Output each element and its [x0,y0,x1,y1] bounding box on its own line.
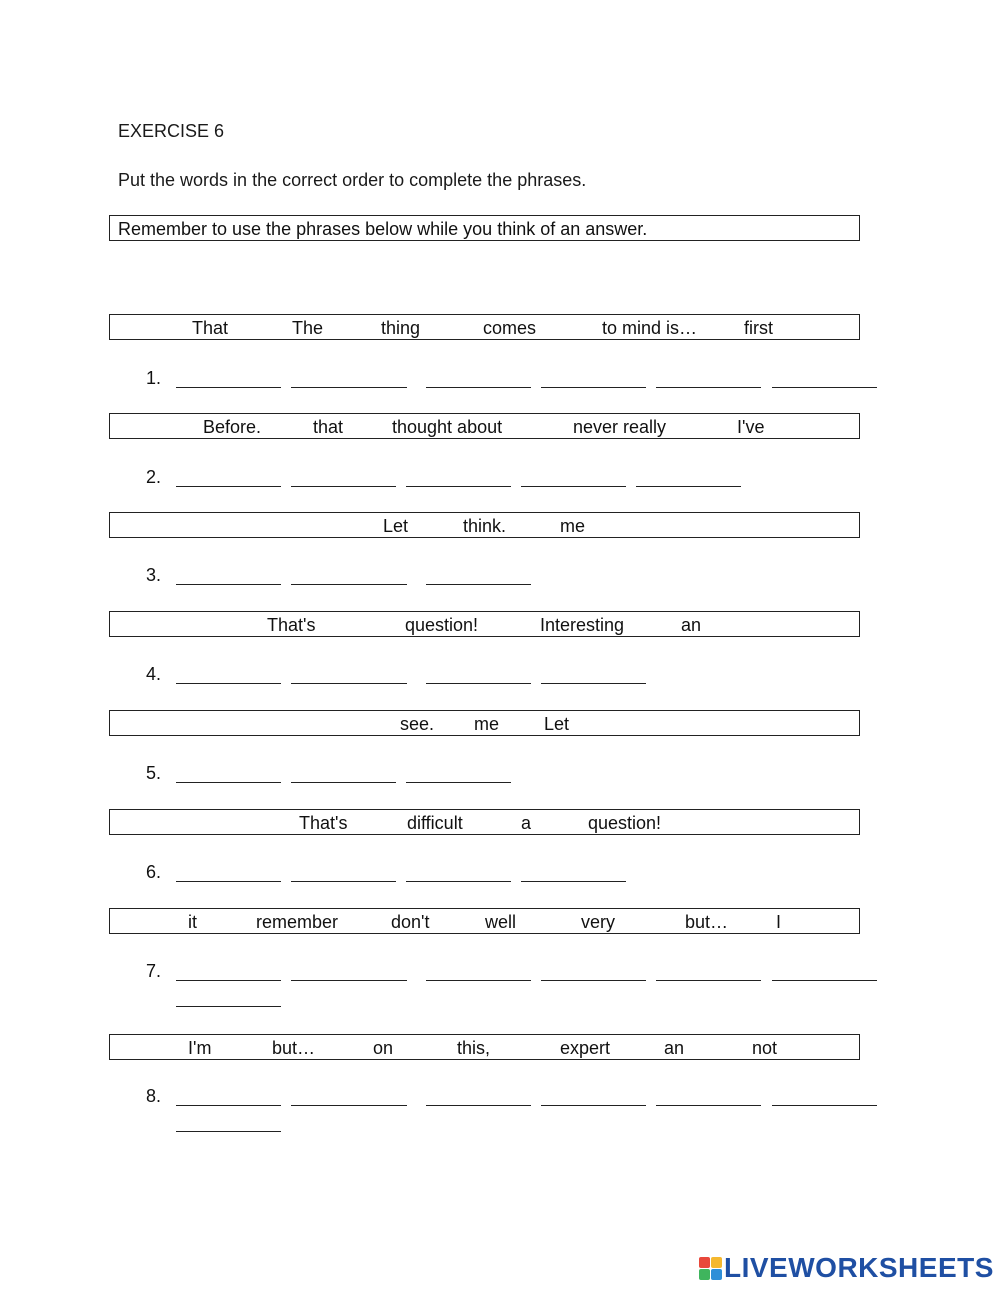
word: but… [272,1038,316,1058]
word: that [313,417,344,437]
answer-blank[interactable] [176,1006,281,1007]
answer-blank[interactable] [406,881,511,882]
answer-blank[interactable] [176,782,281,783]
answer-blank[interactable] [426,387,531,388]
word: me [560,516,586,536]
word-bank-4 [109,611,860,637]
word: That's [299,813,348,833]
word: Let [544,714,570,734]
answer-blank[interactable] [521,881,626,882]
item-number: 8. [146,1086,162,1106]
note-text: Remember to use the phrases below while you think of an answer. [118,219,648,239]
answer-blank[interactable] [521,486,626,487]
word: difficult [407,813,463,833]
answer-blank[interactable] [772,1105,877,1106]
answer-blank[interactable] [426,683,531,684]
word: an [681,615,702,635]
answer-blank[interactable] [426,980,531,981]
instructions: Put the words in the correct order to complete the phrases. [118,170,587,190]
answer-blank[interactable] [772,980,877,981]
answer-blank[interactable] [291,683,407,684]
answer-blank[interactable] [176,683,281,684]
word-bank-2 [109,413,860,439]
word: thought about [392,417,503,437]
word: I've [737,417,765,437]
answer-blank[interactable] [406,486,511,487]
word: but… [685,912,729,932]
answer-blank[interactable] [541,980,646,981]
word: Interesting [540,615,625,635]
logo-tile-icon [711,1269,722,1280]
answer-blank[interactable] [656,1105,761,1106]
word: remember [256,912,339,932]
word: me [474,714,500,734]
answer-blank[interactable] [406,782,511,783]
answer-blank[interactable] [656,387,761,388]
answer-blank[interactable] [291,782,396,783]
word-bank-8 [109,1034,860,1060]
answer-blank[interactable] [772,387,877,388]
answer-blank[interactable] [541,1105,646,1106]
word-bank-6 [109,809,860,835]
word: a [521,813,532,833]
answer-blank[interactable] [176,881,281,882]
word: think. [463,516,507,536]
answer-blank[interactable] [176,486,281,487]
word-bank-1 [109,314,860,340]
word: expert [560,1038,611,1058]
answer-blank[interactable] [291,980,407,981]
answer-blank[interactable] [176,1131,281,1132]
word: question! [588,813,662,833]
word: on [373,1038,394,1058]
word: I'm [188,1038,212,1058]
logo-tile-icon [711,1257,722,1268]
word: never really [573,417,667,437]
word: That's [267,615,316,635]
answer-blank[interactable] [541,683,646,684]
answer-blank[interactable] [176,387,281,388]
item-number: 5. [146,763,162,783]
word: to mind is… [602,318,698,338]
answer-blank[interactable] [291,1105,407,1106]
answer-blank[interactable] [426,584,531,585]
word: That [192,318,229,338]
item-number: 2. [146,467,162,487]
item-number: 6. [146,862,162,882]
item-number: 3. [146,565,162,585]
word: not [752,1038,778,1058]
word-bank-3 [109,512,860,538]
answer-blank[interactable] [291,881,396,882]
answer-blank[interactable] [426,1105,531,1106]
answer-blank[interactable] [541,387,646,388]
word: Let [383,516,409,536]
exercise-title: EXERCISE 6 [118,121,225,141]
word: comes [483,318,537,338]
item-number: 4. [146,664,162,684]
word: first [744,318,773,338]
answer-blank[interactable] [291,387,407,388]
word: well [485,912,517,932]
word: Before. [203,417,262,437]
word-bank-7 [109,908,860,934]
logo-tile-icon [699,1257,710,1268]
logo-text: LIVEWORKSHEETS [724,1252,994,1283]
word: see. [400,714,435,734]
word: very [581,912,616,932]
item-number: 1. [146,368,162,388]
word: thing [381,318,421,338]
word: The [292,318,324,338]
answer-blank[interactable] [176,980,281,981]
answer-blank[interactable] [176,1105,281,1106]
word: this, [457,1038,491,1058]
word: I [776,912,782,932]
answer-blank[interactable] [656,980,761,981]
word: don't [391,912,430,932]
item-number: 7. [146,961,162,981]
answer-blank[interactable] [636,486,741,487]
answer-blank[interactable] [291,486,396,487]
note-box [109,215,860,241]
word: an [664,1038,685,1058]
answer-blank[interactable] [176,584,281,585]
word-bank-5 [109,710,860,736]
word: it [188,912,197,932]
word: question! [405,615,479,635]
answer-blank[interactable] [291,584,407,585]
logo-tile-icon [699,1269,710,1280]
